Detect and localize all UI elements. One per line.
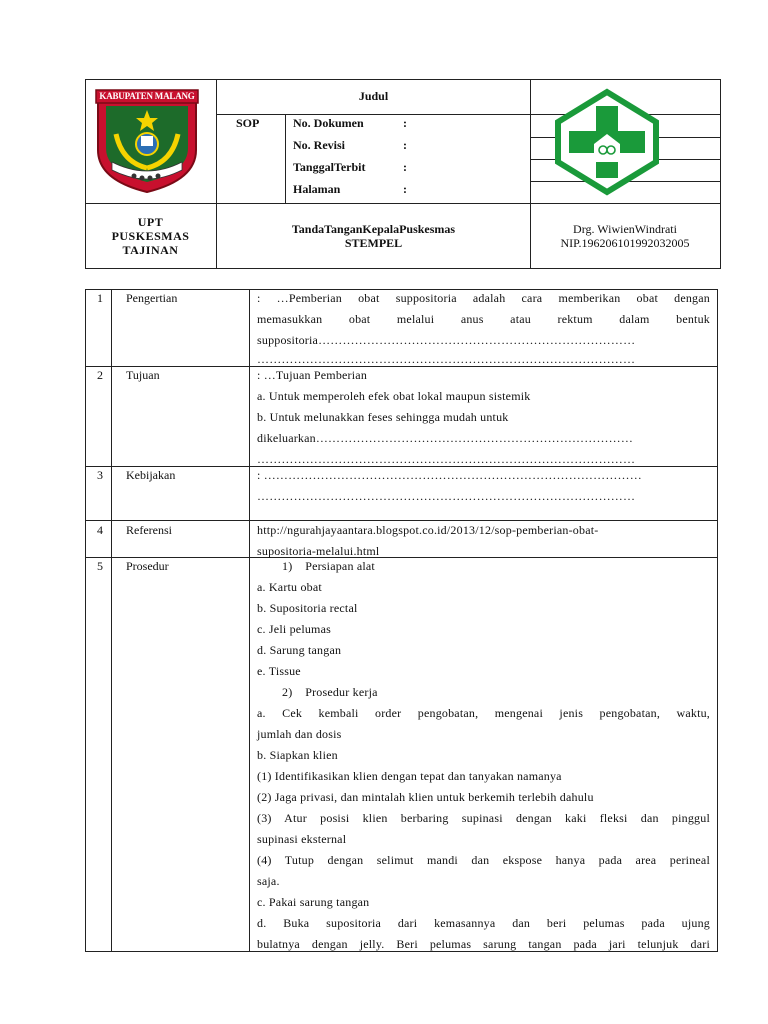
prosedur-line: saja. [257, 874, 280, 888]
prosedur-line: a. Cek kembali order pengobatan, mengenai jenis pengobatan, waktu, [257, 706, 710, 720]
field-no-revisi-label: No. Revisi [293, 138, 345, 152]
field-halaman-label: Halaman [293, 182, 341, 196]
pengertian-line-4: ………………………………………………………………………………… [257, 352, 636, 366]
prosedur-line: 1) Persiapan alat [282, 559, 375, 573]
prosedur-line: b. Siapkan klien [257, 748, 338, 762]
kabupaten-malang-logo [92, 88, 202, 196]
field-no-dokumen-sep: : [403, 116, 407, 130]
row-number: 4 [97, 523, 103, 537]
prosedur-line: jumlah dan dosis [257, 727, 342, 741]
kebijakan-line-2: ………………………………………………………………………………… [257, 489, 636, 503]
pengertian-line-3: suppositoria…………………………………………………………………… [257, 333, 636, 347]
tujuan-line-5: ………………………………………………………………………………… [257, 452, 636, 466]
row-label-pengertian: Pengertian [126, 291, 178, 305]
prosedur-line: (2) Jaga privasi, dan mintalah klien untuk berkemih terlebih dahulu [257, 790, 594, 804]
prosedur-line: (3) Atur posisi klien berbaring supinasi dengan kaki fleksi dan pinggul [257, 811, 710, 825]
tujuan-line-2: a. Untuk memperoleh efek obat lokal maupun sistemik [257, 389, 531, 403]
row-number: 2 [97, 368, 103, 382]
prosedur-line: a. Kartu obat [257, 580, 322, 594]
prosedur-line: d. Sarung tangan [257, 643, 342, 657]
prosedur-line: (1) Identifikasikan klien dengan tepat dan tanyakan namanya [257, 769, 562, 783]
field-no-dokumen-label: No. Dokumen [293, 116, 364, 130]
puskesmas-logo [552, 88, 662, 196]
head-name: Drg. WiwienWindrati [573, 222, 677, 236]
signature-line: TandaTanganKepalaPuskesmas [291, 222, 456, 236]
prosedur-line: d. Buka supositoria dari kemasannya dan beri pelumas pada ujung [257, 916, 710, 930]
document-title: Judul [358, 89, 389, 103]
prosedur-line: e. Tissue [257, 664, 301, 678]
tujuan-line-3: b. Untuk melunakkan feses sehingga mudah untuk [257, 410, 509, 424]
pengertian-line-2: memasukkan obat melalui anus atau rektum dalam bentuk [257, 312, 710, 326]
row-number: 5 [97, 559, 103, 573]
prosedur-line: supinasi eksternal [257, 832, 347, 846]
row-label-tujuan: Tujuan [126, 368, 160, 382]
upt-line-2: PUSKESMAS [111, 229, 190, 243]
row-number: 1 [97, 291, 103, 305]
tujuan-line-1: : …Tujuan Pemberian [257, 368, 368, 382]
row-label-kebijakan: Kebijakan [126, 468, 176, 482]
field-tanggal-terbit-sep: : [403, 160, 407, 174]
upt-line-1: UPT [137, 215, 164, 229]
head-nip: NIP.196206101992032005 [560, 236, 690, 250]
stempel-label: STEMPEL [344, 236, 403, 250]
pengertian-line-1: : …Pemberian obat suppositoria adalah cara memberikan obat dengan [257, 291, 710, 305]
prosedur-line: bulatnya dengan jelly. Beri pelumas sarung tangan pada jari telunjuk dari [257, 937, 710, 951]
referensi-line-2: supositoria-melalui.html [257, 544, 380, 558]
prosedur-line: 2) Prosedur kerja [282, 685, 378, 699]
field-no-revisi-sep: : [403, 138, 407, 152]
prosedur-line: c. Pakai sarung tangan [257, 895, 370, 909]
tujuan-line-4: dikeluarkan…………………………………………………………………… [257, 431, 634, 445]
kebijakan-line-1: : ………………………………………………………………………………… [257, 468, 642, 482]
prosedur-line: (4) Tutup dengan selimut mandi dan ekspose hanya pada area perineal [257, 853, 710, 867]
field-tanggal-terbit-label: TanggalTerbit [293, 160, 366, 174]
upt-line-3: TAJINAN [122, 243, 179, 257]
referensi-line-1: http://ngurahjayaantara.blogspot.co.id/2013/12/sop-pemberian-obat- [257, 523, 599, 537]
row-number: 3 [97, 468, 103, 482]
sop-label: SOP [236, 116, 260, 130]
logo-caption: KABUPATEN MALANG [99, 91, 195, 101]
prosedur-line: b. Supositoria rectal [257, 601, 358, 615]
field-halaman-sep: : [403, 182, 407, 196]
row-label-referensi: Referensi [126, 523, 172, 537]
prosedur-line: c. Jeli pelumas [257, 622, 331, 636]
row-label-prosedur: Prosedur [126, 559, 169, 573]
